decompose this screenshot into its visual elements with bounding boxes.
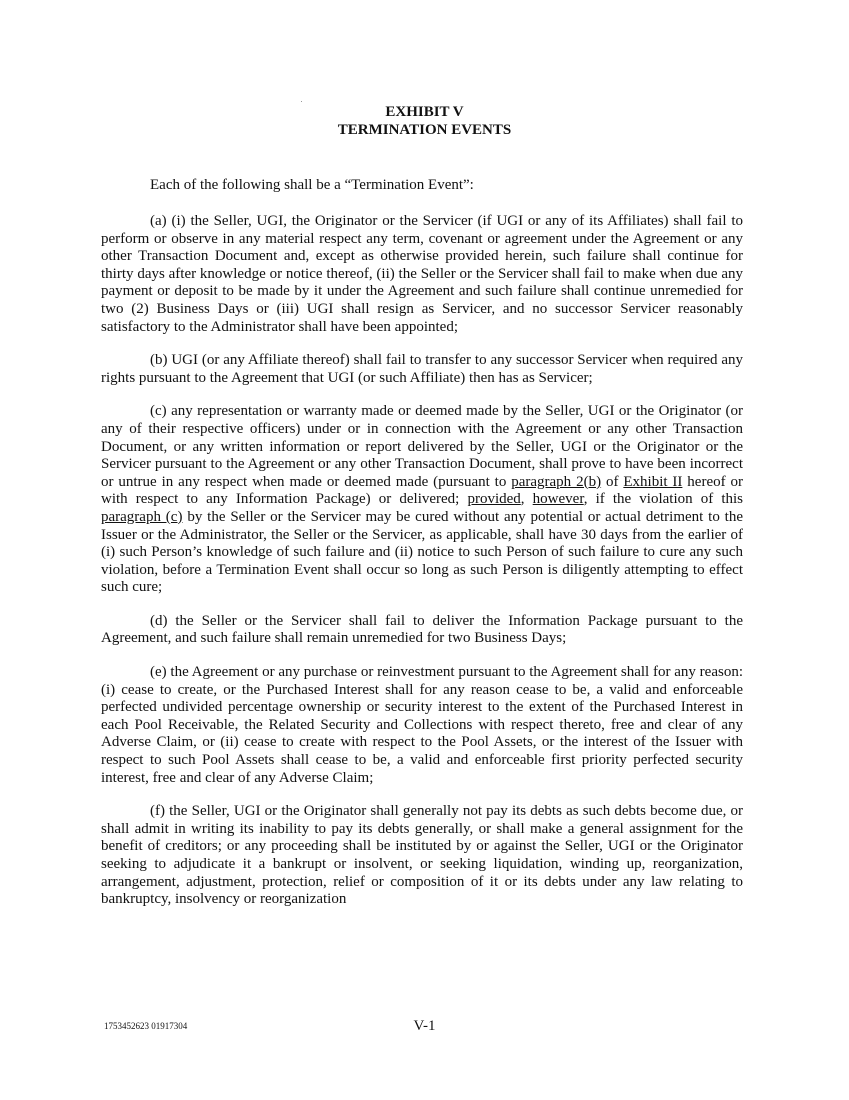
footer-document-id: 1753452623 01917304 xyxy=(104,1021,188,1031)
scan-speck xyxy=(301,101,302,102)
paragraph-a: (a) (i) the Seller, UGI, the Originator or the Servicer (if UGI or any of its Affiliates) shall fail to perform or observe in any material respect any term, covenant or agreement under the Agreement or any other Transaction Document and, except as otherwise provided herein, such failure shall continue for thirty days after knowledge or notice thereof, (ii) the Seller or the Servicer shall fail to make when due any payment or deposit to be made by it under the Agreement and such failure shall continue unremedied for two (2) Business Days or (iii) UGI shall resign as Servicer, and no successor Servicer reasonably satisfactory to the Administrator shall have been appointed; xyxy=(101,213,743,335)
paragraph-f: (f) the Seller, UGI or the Originator shall generally not pay its debts as such debts become due, or shall admit in writing its inability to pay its debts generally, or shall make a general assignment for the benefit of creditors; or any proceeding shall be instituted by or against the Seller, UGI or the Originator seeking to adjudicate it a bankrupt or insolvent, or seeking liquidation, winding up, reorganization, arrangement, adjustment, protection, relief or composition of it or its debts under any law relating to bankruptcy, insolvency or reorganization xyxy=(101,803,743,908)
paragraph-c-text-3: hereof or with respect to any Information Package) or delivered; xyxy=(101,473,743,508)
paragraph-2b-reference: paragraph 2(b) xyxy=(511,473,602,490)
document-body xyxy=(101,213,743,925)
paragraph-c-text-6: by the Seller or the Servicer may be cured without any potential or actual detriment to the Issuer or the Administrator, the Seller or the Servicer, as applicable, shall have 30 days from the earlier of (i) such Person’s knowledge of such failure and (ii) notice to such Person of such failure to cure any such violation, before a Termination Event shall occur so long as such Person is diligently attempting to effect such cure; xyxy=(101,508,743,596)
paragraph-c-reference: paragraph (c) xyxy=(101,508,183,525)
paragraph-c-text-2: of xyxy=(601,473,624,490)
provided-term: provided xyxy=(467,491,521,508)
paragraph-c-text-5: , if the violation of this xyxy=(583,491,744,508)
paragraph-c-text-4: , xyxy=(520,491,533,508)
paragraph-e: (e) the Agreement or any purchase or reinvestment pursuant to the Agreement shall for any reason: (i) cease to create, or the Purchased Interest shall for any reason cease to be, a valid and enforceable perfected undivided percentage ownership or security interest to the extent of the Purchased Interest in each Pool Receivable, the Related Security and Collections with respect thereto, free and clear of any Adverse Claim, or (ii) cease to create with respect to the Pool Assets, or the interest of the Issuer with respect to such Pool Assets shall cease to be, a valid and enforceable first priority perfected security interest, free and clear of any Adverse Claim; xyxy=(101,664,743,786)
paragraph-d: (d) the Seller or the Servicer shall fail to deliver the Information Package pursuant to the Agreement, and such failure shall remain unremedied for two Business Days; xyxy=(101,612,743,647)
exhibit-title: EXHIBIT V xyxy=(385,104,464,120)
however-term: however xyxy=(532,491,584,508)
exhibit-ii-reference: Exhibit II xyxy=(623,473,683,490)
exhibit-subtitle: TERMINATION EVENTS xyxy=(337,122,512,138)
paragraph-b: (b) UGI (or any Affiliate thereof) shall fail to transfer to any successor Servicer when required any rights pursuant to the Agreement that UGI (or such Affiliate) then has as Servicer; xyxy=(101,352,743,386)
intro-line: Each of the following shall be a “Termination Event”: xyxy=(150,177,474,193)
paragraph-c-text-1: (c) any representation or warranty made or deemed made by the Seller, UGI or the Originator (or any of their respective officers) under or in connection with the Agreement or any other Transaction Document, or any written information or report delivered by the Seller, UGI or the Originator or the Servicer pursuant to the Agreement or any other Transaction Document, shall prove to have been incorrect or untrue in any respect when made or deemed made (pursuant to xyxy=(101,403,743,490)
footer-page-number: V-1 xyxy=(413,1018,436,1034)
paragraph-c xyxy=(101,403,743,597)
